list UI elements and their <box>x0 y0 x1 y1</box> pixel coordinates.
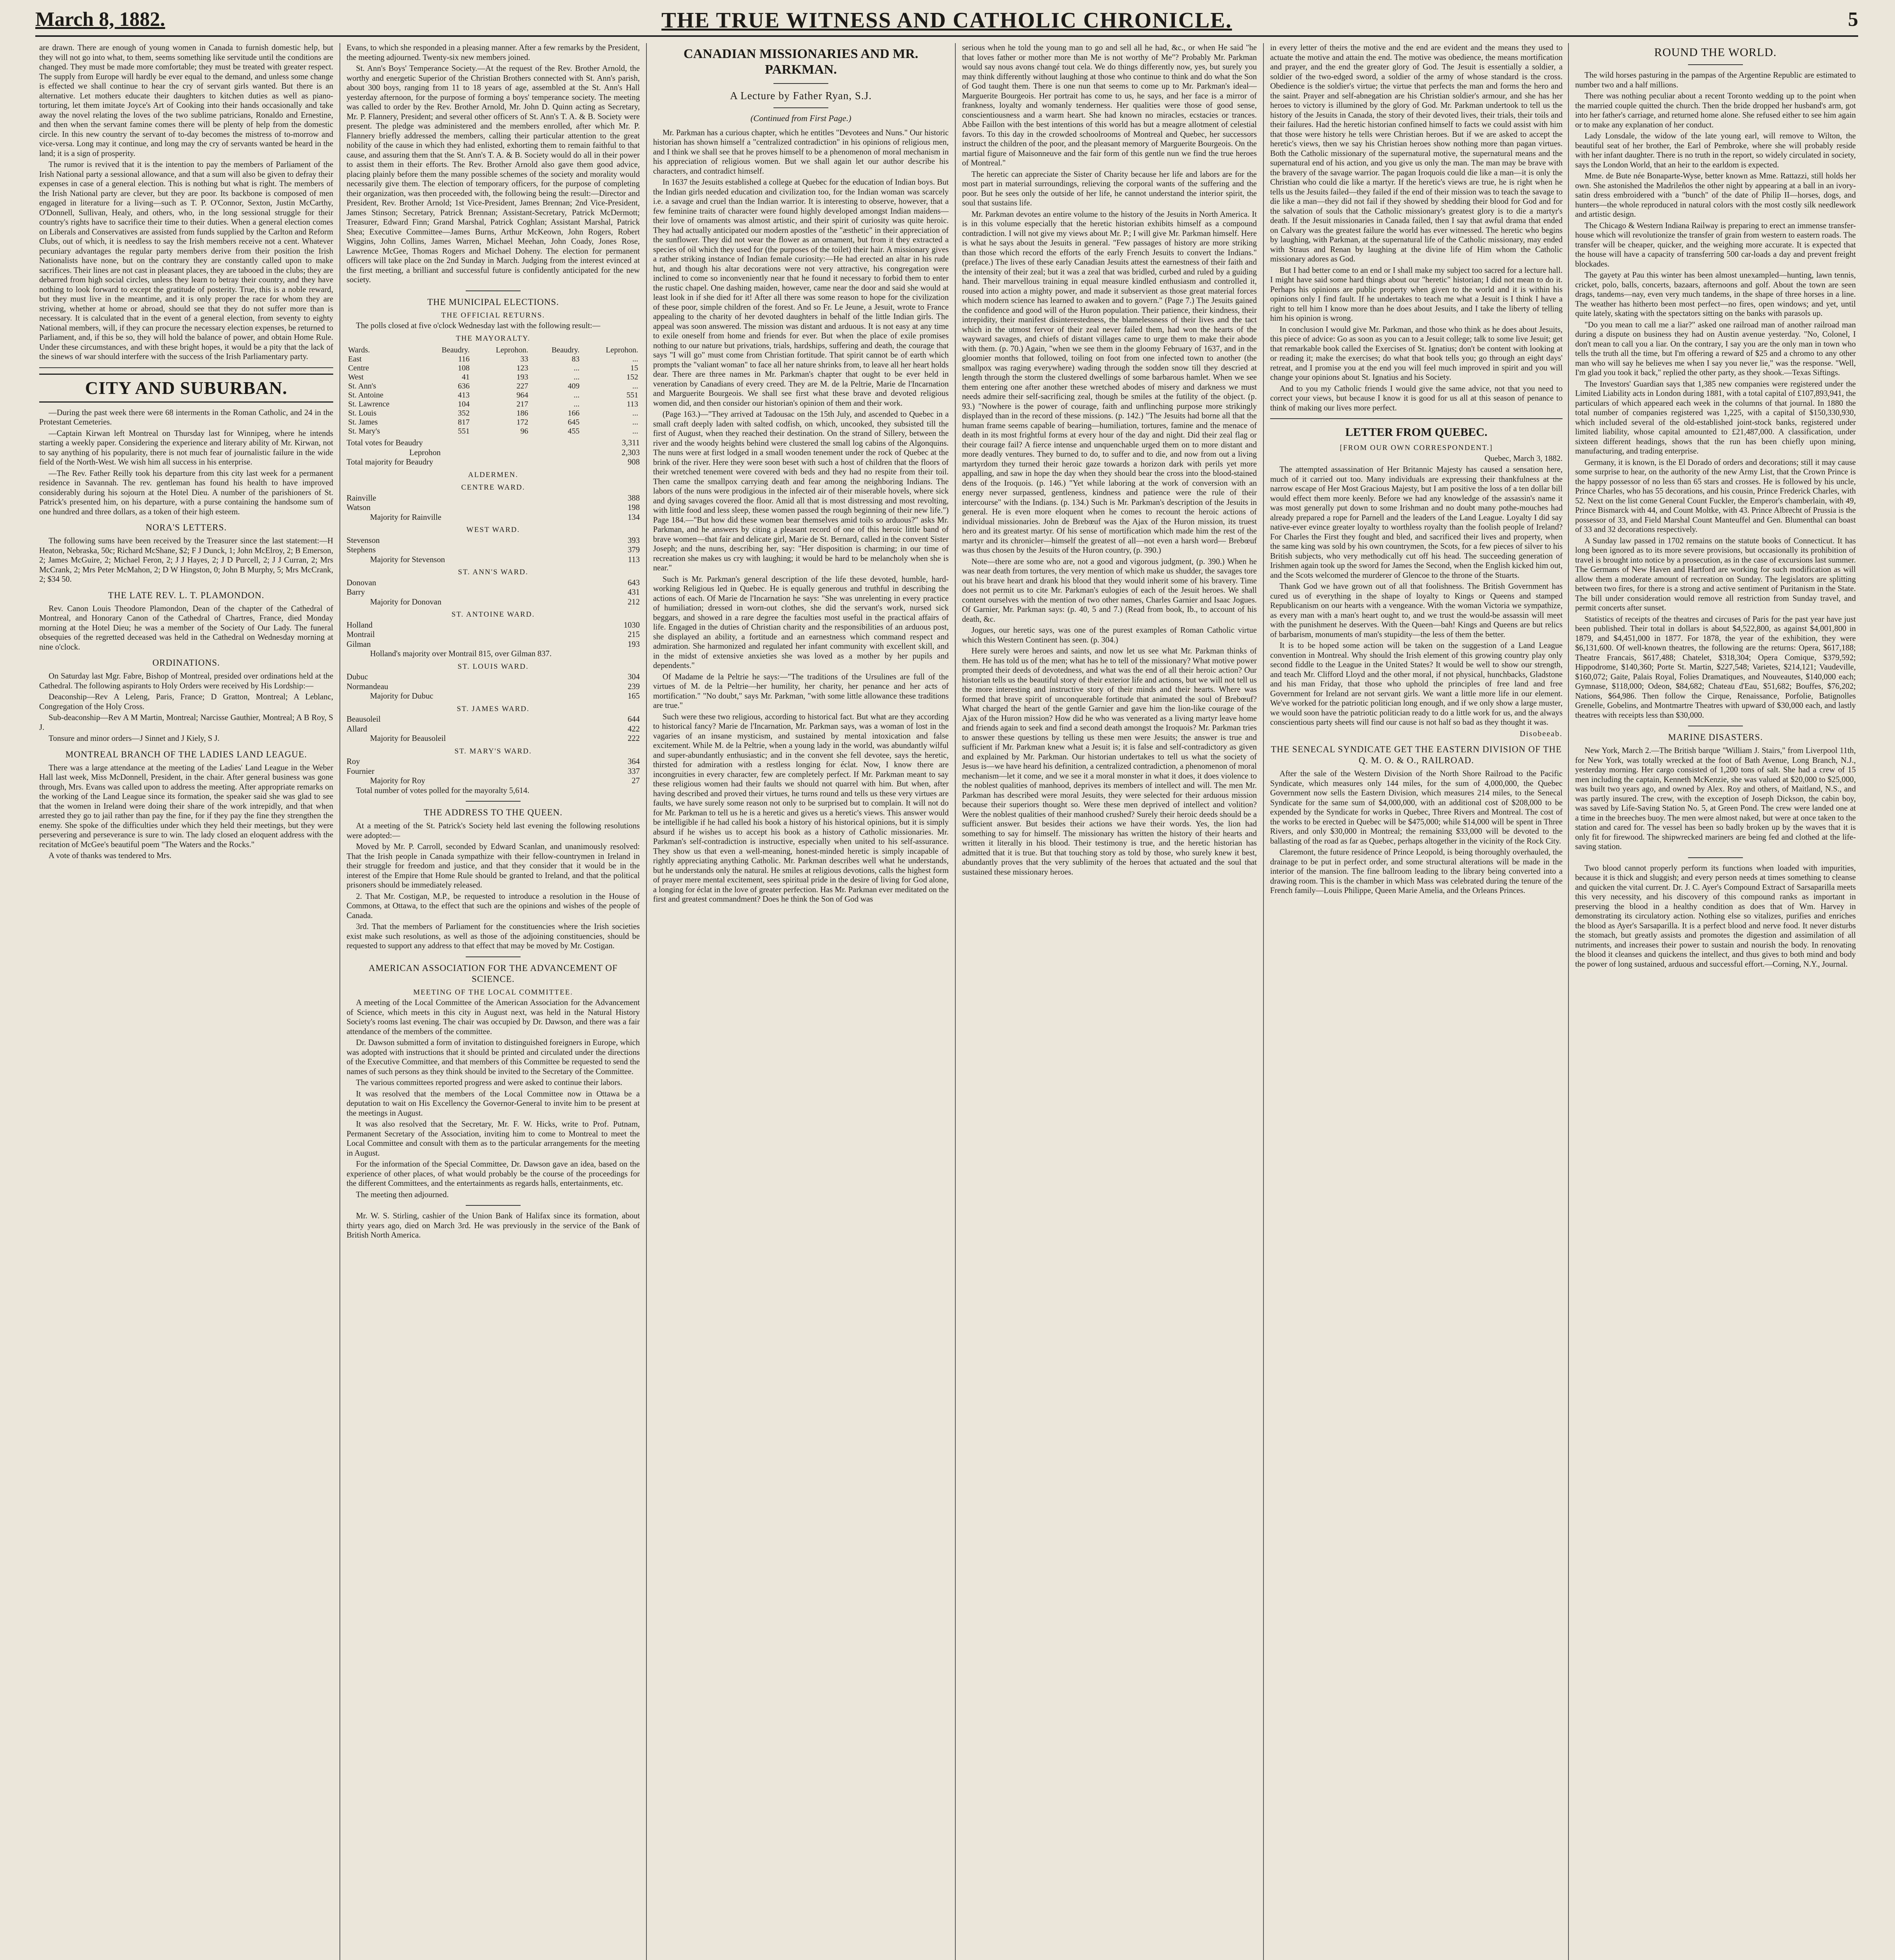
divider <box>39 367 333 368</box>
majority-line <box>347 649 640 659</box>
candidate-result <box>347 494 640 503</box>
article-paragraph: (Page 163.)—"They arrived at Tadousac on the 15th July, and ascended to Quebec in a small craft deeply laden with salted codfish, on which, uncooked, they subsisted till the first of August, when they reached their destination. On the strand of Sillery, between the river and the woody heights behind were clustered the small log cabins of the Algonquins. The nuns were at first lodged in a small wooden tenement under the rock of Quebec at the brink of the river. Here they were soon beset with such a host of children that the floors of their wretched tenement were covered with beds and they had no respite from their toil. Then came the smallpox carrying death and fear among the neighboring Indians. The labors of the nuns were prodigious in the infected air of their miserable hovels, where sick and dying savages covered the floor. Amid all that is most distressing and most revolting, with little food and less sleep, these women passed the rough beginning of their new life.") Page 184.—"But how did these women bear themselves amid toils so arduous?" asks Mr. Parkman, and he answers by citing a pleasant record of one of this heroic little band of brave women—that fair and delicate girl, Marie de St. Bernard, called in the convent Sister Joseph; and the nuns, describing her, say: "Her disposition is charming; in our time of recreation she makes us cry with laughing; it would be hard to be melancholy when she is near." <box>653 410 949 572</box>
news-item: —During the past week there were 68 interments in the Roman Catholic, and 24 in the Protestant Cemeteries. <box>39 408 333 426</box>
newspaper-title: THE TRUE WITNESS AND CATHOLIC CHRONICLE. <box>661 8 1232 33</box>
table-row <box>347 409 640 418</box>
subheading: MEETING OF THE LOCAL COMMITTEE. <box>413 988 573 996</box>
article-paragraph: 3rd. That the members of Parliament for the constituencies where the Irish societies exist make such resolutions, as well as those of the adjoining constituencies, should be requested to support any address to that effect that may be moved by Mr. Costigan. <box>347 922 640 950</box>
news-item: A Sunday law passed in 1702 remains on the statute books of Connecticut. It has long been ignored as to its more severe provisions, but occasionally its prohibition of travel is brought into notice by a prosecution, as in the case of excursions last summer. The Germans of New Haven and Hartford are working for such modification as will allow them a moderate amount of recreation on Sunday. The legislators are splitting between two fires, for there is a strong and active sentiment of Puritanism in the State. The bill under consideration would remove all restriction from Sunday travel, and permit concerts after sunset. <box>1575 536 1856 612</box>
table-row <box>347 427 640 436</box>
majority-label: Majority for Beausoleil <box>370 734 446 743</box>
table-cell: St. Ann's <box>348 382 376 390</box>
table-cell: 352 <box>457 409 470 417</box>
candidate-votes: 431 <box>628 588 640 597</box>
article-paragraph: Moved by Mr. P. Carroll, seconded by Edward Scanlan, and unanimously resolved: That the Irish people in Canada sympathize with their fellow-countrymen in Ireland in their struggle for freedom and justice, and that they consider that it would be in the interest of the Empire that Home Rule should be granted to Ireland, and that the political prisoners should be immediately released. <box>347 842 640 889</box>
column-rule <box>1263 43 1264 1960</box>
ward-heading: ST. ANN'S WARD. <box>458 568 528 576</box>
candidate-result <box>347 578 640 588</box>
ward-heading: CENTRE WARD. <box>461 483 525 492</box>
table-cell: 551 <box>626 391 638 399</box>
table-cell: 116 <box>458 355 470 363</box>
table-cell: Centre <box>348 364 369 372</box>
majority-line <box>347 734 640 744</box>
ward-heading: WEST WARD. <box>466 526 520 534</box>
majority-line <box>347 555 640 565</box>
candidate-result <box>347 588 640 597</box>
majority-label: Holland's majority over Montrail 815, over Gilman 837. <box>370 650 552 658</box>
divider <box>466 1205 521 1206</box>
mayoralty-table <box>347 346 640 436</box>
section-heading: CITY AND SUBURBAN. <box>39 374 333 403</box>
article-paragraph: Here surely were heroes and saints, and now let us see what Mr. Parkman thinks of them. He has told us of the men; what has he to tell of the missionary? What motive power prompted their deeds of devotedness, and what was the end of all their heroic action? Our historian tells us the beautiful story of their exterior life and actions, but we will not tell us the more interesting and instructive story of their minds and their hearts. Where was formed that brave spirit of unconquerable fortitude that animated the soul of Brebœuf? What charged the heart of the gentle Garnier and gave him the lion-like courage of the Ajax of the Huron mission? How did he who was venerated as a living martyr leave home and friends again to seek and find a second death amongst the Iroquois? Mr. Parkman tries to answer these questions by telling us these men were Jesuits; the answer is true and sufficient if Mr. Parkman knew what a Jesuit is; it is false and self-contradictory as given and explained by Mr. Parkman. Our historian undertakes to tell us what the society of Jesus is—we have heard his definition, a centralized contradiction, a phenomenon of moral mechanism—let it come, and we see it a moral monster in what it does, it does violence to the noblest qualities of manhood, deprives its members of intellect and will. The men Mr. Parkman has described were moral Jesuits, they were selected for their arduous mission because their superiors thought so. Were these men deprived of intellect and volition? Were the noblest qualities of their manhood crushed? Surely their heroic deeds should be a sufficient answer. But besides their actions we have their words. Yes, the lion had something to say for himself. The missionary has written the history of their hearts and written it literally in his blood. Their testimony is true, and the heretic historian has admitted that it is true. But that touching story as told by those, who surely knew it best, abundantly proves that the very sublimity of the heroes that actuated and the soul that sustained these missionary heroes. <box>962 647 1257 877</box>
result-line: Leprohon 2,303 <box>409 448 640 457</box>
subsection-heading: THE SENECAL SYNDICATE GET THE EASTERN DIVISION OF THE Q. M. O. & O., RAILROAD. <box>1271 744 1562 765</box>
subsection-heading: THE LATE REV. L. T. PLAMONDON. <box>108 590 265 600</box>
candidate-votes: 193 <box>628 640 640 649</box>
table-cell: 41 <box>461 373 470 381</box>
candidate-name: Stevenson <box>347 536 380 545</box>
candidate-result <box>347 621 640 630</box>
issue-date: March 8, 1882. <box>35 8 165 31</box>
article-paragraph: Dr. Dawson submitted a form of invitation to distinguished foreigners in Europe, which was adopted with instructions that it should be printed and circulated under the directions of the Executive Committee, and that members of this Committee be requested to send the names of such persons as they think should be invited to the Secretary of the Committee. <box>347 1038 640 1076</box>
news-item: The Chicago & Western Indiana Railway is preparing to erect an immense transfer-house which will revolutionize the transfer of grain from western to eastern roads. The transfer will be cheaper, quicker, and the weighing more accurate. It is expected that the house will have a capacity of transferring 500 car-loads a day and prevent freight blockades. <box>1575 221 1856 269</box>
subsection-heading: MONTREAL BRANCH OF THE LADIES LAND LEAGUE. <box>65 749 307 759</box>
table-header-cell: Wards. <box>348 346 370 354</box>
candidate-votes: 644 <box>628 715 640 724</box>
table-cell: ... <box>632 355 638 363</box>
table-cell: West <box>348 373 364 381</box>
table-cell: 193 <box>516 373 528 381</box>
table-cell: ... <box>632 409 638 417</box>
news-item: —Captain Kirwan left Montreal on Thursday last for Winnipeg, where he intends starting a weekly paper. Considering the experience and literary ability of Mr. Kirwan, not to say anything of his popularity, there is not much fear of journalistic failure in the wide field of the North-West. We wish him all success in his enterprise. <box>39 429 333 466</box>
table-row <box>347 418 640 427</box>
table-cell: 152 <box>626 373 638 381</box>
table-cell: 551 <box>457 427 470 436</box>
article-paragraph: But I had better come to an end or I shall make my subject too sacred for a lecture hall. I might have said some hard things about our "heretic" historian; I did not mean to do it. Perhaps his opinions are public property when given to the world and it is within his opinions only I find fault. If he undertakes to teach me what a Jesuit is I think I have a right to tell him I know more than he does about Jesuits, and I take the liberty of telling him his opinion is wrong. <box>1270 266 1563 323</box>
majority-line <box>347 597 640 607</box>
table-cell: St. Louis <box>348 409 377 417</box>
news-item: Germany, it is known, is the El Dorado of orders and decorations; still it may cause some surprise to hear, on the authority of the new Army List, that the Crown Prince is the happy possessor of no less than 65 stars and crosses. He is followed by his uncle, Prince Charles, who has 55 decorations, and his cousin, Prince Frederick Charles, with 52. Next on the list come General Count Fuckler, the Emperor's chamberlain, with 49, Prince Bismarck with 44, and Count Moltke, with 43. Prince Albrecht of Prussia is the possessor of 33, and Field Marshal Count Manteuffel and Gen. Blumenthal can boast of 33 and 32 decorations respectively. <box>1575 458 1856 534</box>
news-item: The gayety at Pau this winter has been almost unexampled—hunting, lawn tennis, cricket, polo, balls, concerts, bazaars, afternoons and golf. About the town are seen drags, tandems—nay, even very much tandems, in the shape of three horses in a line. The weather has hitherto been most perfect—no fires, open windows; and yet, until quite lately, skating with the spectators sitting on the banks with parasols up. <box>1575 271 1856 318</box>
candidate-result <box>347 767 640 777</box>
article-paragraph: There was a large attendance at the meeting of the Ladies' Land League in the Weber Hall last week, Miss McDonnell, President, in the chair. After general business was gone through, Mrs. Evans was called upon to address the meeting. After appropriate remarks on the working of the Land League since its formation, the speaker said she was glad to see that the women in Ireland were doing their share of the work intrepidly, and that when arrested they go to jail rather than pay the fine, for if they pay the fine they strengthen the enemy. She spoke of the difficulties under which they held their meetings, but they were persevering and perseverance is sure to win. The lady closed an eloquent address with the recitation of McGee's beautiful poem "The Waters and the Rocks." <box>39 763 333 849</box>
subsection-heading: THE ADDRESS TO THE QUEEN. <box>423 808 563 817</box>
candidate-votes: 393 <box>628 536 640 545</box>
article-paragraph: Tonsure and minor orders—J Sinnet and J Kiely, S J. <box>49 734 220 743</box>
subheadline: A Lecture by Father Ryan, S.J. <box>730 90 872 102</box>
table-cell: ... <box>574 364 580 372</box>
article-paragraph: The meeting then adjourned. <box>356 1190 449 1199</box>
majority-value: 113 <box>628 555 640 564</box>
article-paragraph: On Saturday last Mgr. Fabre, Bishop of Montreal, presided over ordinations held at the Cathedral. The following aspirants to Holy Orders were received by His Lordship:— <box>39 672 333 690</box>
subsection-heading: THE MUNICIPAL ELECTIONS. <box>427 297 559 307</box>
table-cell: 413 <box>457 391 470 399</box>
section-heading: LETTER FROM QUEBEC. <box>1345 426 1488 439</box>
subheading: [FROM OUR OWN CORRESPONDENT.] <box>1340 444 1493 452</box>
table-cell: 96 <box>520 427 528 436</box>
candidate-votes: 388 <box>628 494 640 503</box>
aldermen-results <box>347 483 640 786</box>
article-paragraph: And to you my Catholic friends I would give the same advice, not that you need to correct your views, but because I know it is good for us all at this season of penance to think of making our lives more perfect. <box>1270 384 1563 412</box>
majority-value: 222 <box>628 734 640 743</box>
table-cell: 964 <box>516 391 528 399</box>
article-paragraph: Claremont, the future residence of Prince Leopold, is being thoroughly overhauled, the drainage to be put in perfect order, and some structural alterations will be made in the interior of the mansion. The fine ballroom leading to the library being converted into a drawing room. This is the chamber in which Mass was celebrated during the tenure of the French family—Louis Philippe, Queen Marie Amelia, and the Orleans Princes. <box>1270 848 1563 895</box>
candidate-votes: 422 <box>628 724 640 733</box>
table-cell: St. James <box>348 418 378 426</box>
table-cell: 15 <box>630 364 638 372</box>
news-item: Lady Lonsdale, the widow of the late young earl, will remove to Wilton, the beautiful seat of her brother, the Earl of Pembroke, where she will probably reside with her infant daughter. There is no truth in the report, so widely circulated in society, says the London World, that an heir to the earldom is expected. <box>1575 132 1856 169</box>
majority-line <box>347 776 640 786</box>
table-cell: 817 <box>457 418 470 426</box>
table-row <box>347 364 640 373</box>
divider <box>1688 64 1743 65</box>
news-item: New York, March 2.—The British barque "William J. Stairs," from Liverpool 11th, for New York, was totally wrecked at the foot of Bath Avenue, Long Branch, N.J., yesterday morning. Her cargo consisted of 1,200 tons of salt. She had a crew of 15 men including the captain, Kenneth McKenzie, she was valued at $20,000 to $25,000, was built two years ago, and owned by Alex. Roy and others, of Maitland, N.S., and was partly insured. The crew, with the exception of Joseph Dickson, the cabin boy, was saved by Life-Saving Station No. 5, at Green Pond. The crew were landed one at a time in the breeches buoy. The men were almost naked, but were at once taken to the station and cared for. The vessel has been so badly broken up by the waves that it is only fit for firewood. The shipwrecked mariners are being fed and clothed at the life-saving station. <box>1575 746 1856 851</box>
divider <box>1688 857 1743 858</box>
article-paragraph: Deaconship—Rev A Leleng, Paris, France; D Gratton, Montreal; A Leblanc, Congregation of the Holy Cross. <box>39 693 333 711</box>
candidate-name: Stephens <box>347 546 376 554</box>
table-row <box>347 373 640 382</box>
candidate-name: Holland <box>347 621 373 630</box>
candidate-name: Gilman <box>347 640 371 649</box>
majority-label: Majority for Rainville <box>370 513 441 522</box>
ward-heading: ST. ANTOINE WARD. <box>451 610 535 619</box>
candidate-name: Beausoleil <box>347 715 381 724</box>
column-rule <box>1568 43 1569 1960</box>
candidate-votes: 304 <box>628 673 640 681</box>
table-row <box>347 355 640 364</box>
candidate-name: Allard <box>347 724 367 733</box>
table-cell: 227 <box>516 382 528 390</box>
table-cell: 113 <box>626 400 638 408</box>
candidate-result <box>347 630 640 640</box>
masthead <box>35 8 1858 37</box>
table-cell: ... <box>632 382 638 390</box>
article-paragraph: In conclusion I would give Mr. Parkman, and those who think as he does about Jesuits, this piece of advice: Go as soon as you can to a Jesuit college; talk to some live Jesuit; get that remarkable book called the Exercises of St. Ignatius; don't be content with looking at or reading it; make the exercises; do what that book tells you; go through an eight days' retreat, and I promise you at the end you will feel much improved in spirit and you will change your opinions about St. Ignatius and his Society. <box>1270 325 1563 382</box>
candidate-votes: 1030 <box>623 621 640 630</box>
table-header-cell: Beaudry. <box>551 346 580 354</box>
column-1 <box>39 43 333 1960</box>
table-cell: 186 <box>516 409 528 417</box>
majority-label: Majority for Donovan <box>370 597 441 606</box>
table-row <box>347 400 640 409</box>
article-paragraph: The rumor is revived that it is the intention to pay the members of Parliament of the Irish National party a sessional allowance, and that a sum will also be given to defray their expenses in case of a general election. This is nothing but what is right. The members of the Irish National party are clever, but they are poor. Its backbone is composed of men engaged in literature for a living—such as T. P. O'Connor, Sexton, Justin McCarthy, O'Donnell, Sullivan, Healy, and others, who, in the long sessional struggle for their country's rights have to sacrifice their time to their duties. When a general election comes on Liberals and Conservatives are assisted from funds supplied by the Carlton and Reform Clubs, out of which, it is needless to say the Irish members receive not a cent. Whatever pecuniary advantages the regular party members derive from their position the Irish Nationalists have none, but on the contrary they are constantly called upon to make sacrifices. Their lines are not cast in pleasant places, they are tabooed in the clubs; they are debarred from high social circles, unless they learn to betray their country, and they have nothing to look forward to except the gratitude of posterity. True, this is a noble reward, but they must live in the meantime, and it is only proper the race for whom they are striving, whether at home or abroad, should see that they do not suffer more than is necessary. It is calculated that in the event of a general election, from seventy to eighty National members, will, if they can procure the necessary election expenses, be returned to Parliament, and, if this be so, they will hold the balance of power, and obtain Home Rule. Under these circumstances, and with these bright hopes, it would be a pity that the lack of the sinews of war should interfere with the success of the Irish Parliamentary party. <box>39 160 333 361</box>
majority-label: Majority for Roy <box>370 777 425 785</box>
majority-value: 165 <box>628 692 640 701</box>
table-header-cell: Beaudry. <box>441 346 470 354</box>
continuation-note: (Continued from First Page.) <box>750 113 851 123</box>
table-row <box>347 382 640 391</box>
article-paragraph: A vote of thanks was tendered to Mrs. <box>49 851 172 860</box>
article-paragraph: Total number of votes polled for the mayoralty 5,614. <box>356 786 530 795</box>
majority-value: 134 <box>628 513 640 522</box>
candidate-name: Barry <box>347 588 365 597</box>
article-paragraph: are drawn. There are enough of young women in Canada to furnish domestic help, but they will not go into what, to them, seems something like servitude until the conditions are changed. They must be made more comfortable; they must be treated with greater respect. The supply from Europe will hardly be ever equal to the demand, and unless some change is effected we shall continue to hear the cry of servant girls wanted. But there is an alternative. Let mothers educate their daughters to kitchen duties as well as piano-torturing, let them imitate Joyce's Art of Cooking into their hands occasionally and take away the novel relating the loves of the two sublime patricians, Ronaldo and Ernestine, and then when the servant famine comes there will be plenty of help from the domestic circle. In this new country the servant of to-day becomes the mistress of to-morrow and vice-versa. Long may it continue, and long may the cry of servants wanted be heard in the land; it is a sign of prosperity. <box>39 44 333 158</box>
column-rule <box>955 43 956 1960</box>
result-line: Total votes for Beaudry 3,311 <box>347 439 640 447</box>
candidate-votes: 643 <box>628 578 640 587</box>
candidate-result <box>347 536 640 546</box>
ward-heading: ST. JAMES WARD. <box>457 704 530 713</box>
article-paragraph: St. Ann's Boys' Temperance Society.—At the request of the Rev. Brother Arnold, the worthy and energetic Superior of the Christian Brothers connected with St. Ann's parish, about 300 boys, ranging from 11 to 18 years of age, assembled at the St. Ann's Hall yesterday afternoon, for the purpose of forming a boys' temperance society. The meeting was called to order by the Rev. Brother Arnold, Mr. John D. Quinn acting as Secretary, Mr. P. Flannery, President; and several other officers of St. Ann's T. A. & B. Society were present. The pledge was administered and the members enrolled, after which Mr. P. Flannery briefly addressed the members, calling their particular attention to the great nobility of the cause in which they had enlisted, exhorting them to remain faithful to that cause, and assuring them that the St. Ann's T. A. & B. Society would do all in their power to assist them in their efforts. The Rev. Brother Arnold also gave them good advice, placing plainly before them the many possible schemes of the society and morality would necessarily give them. The election of temporary officers, for the purpose of completing their organization, was then proceeded with, the following being the result:—Director and President, Rev. Brother Arnold; 1st Vice-President, James Brennan; 2nd Vice-President, James Stinson; Secretary, Patrick Brennan; Assistant-Secretary, Patrick McDermott; Treasurer, Edward Finn; Grand Marshal, Patrick Coghlan; Assistant Marshal, Patrick Shea; Executive Committee—James Burns, Arthur McKeown, John Rogers, Robert Wiggins, John Collins, James Warren, Michael Meehan, John Coady, Jones Rose, Lawrence McGee, Thomas Rogers and Michael Doheny. The election for permanent officers will take place on the 2nd Sunday in March. Judging from the interest evinced at the first meeting, a brilliant and successful future is confidently anticipated for the new society. <box>347 64 640 284</box>
candidate-name: Roy <box>347 757 360 766</box>
table-cell: 409 <box>568 382 580 390</box>
news-item: There was nothing peculiar about a recent Toronto wedding up to the point when the married couple quitted the church. Then the bride dropped her husband's arm, got into her father's carriage, and returned home alone. She refused either to see him again or to make any explanation of her conduct. <box>1575 92 1856 129</box>
candidate-name: Normandeau <box>347 682 388 691</box>
candidate-name: Donovan <box>347 578 376 587</box>
article-paragraph: It was also resolved that the Secretary, Mr. F. W. Hicks, write to Prof. Putnam, Permanent Secretary of the Association, inviting him to come to Montreal to meet the Local Committee and consult with them as to the particular arrangements for the meeting in August. <box>347 1120 640 1158</box>
article-paragraph: in every letter of theirs the motive and the end are evident and the means they used to actuate the motive and attain the end. The motive was obedience, the means mortification and prayer, and the end the greater glory of God. The Jesuit is essentially a soldier, a soldier of the two-edged sword, a soldier of the army of whose standard is the cross. Obedience is the soldier's virtue; the virtue that perfects the man and forms the hero and the saint. Prayer and self-abnegation are his Christian soldier's armour, and she has her heroes to victory is illumined by the glory of God. Mr. Parkman undertook to tell us the history of the Jesuits in Canada, the story of their devoted lives, their trials, their toils and their failures. Had the heretic historian confined himself to facts we could assist with him that those were history he tells were Christian heroes. But if we are asked to accept the heretic's views, then we say his Christian heroes show nothing more than pagan virtues. Both the Catholic missionary of the supernatural motive, the supernatural means and the supernatural end of his action, and you give us only the man. The man may be brave with the bravery of the savage warrior. The pagan Iroquois could die like a man—it is only the Christian who could die like a martyr. If the heretic's views are true, he is right when he tells us the Jesuits failed—they failed if the end of their mission was to teach the savage to die like a man—they did not fail if they showed by shedding their blood for God and for the salvation of souls that the Catholic missionary's greatest glory is to die a martyr's death. If the Jesuit missionaries in Canada failed, then I say that awful drama that ended on Calvary was the greatest failure the world has ever witnessed. The heretic who begins by laughing, with Parkman, at the supernatural life of the Catholic missionary, may ended with Straus and Renan by laughing at the divine life of Him whom the Catholic missionary adores as God. <box>1270 44 1563 263</box>
lecture-headline <box>653 46 949 123</box>
table-header-row <box>347 346 640 355</box>
table-cell: East <box>348 355 362 363</box>
table-cell: 123 <box>516 364 528 372</box>
subsection-heading: NORA'S LETTERS. <box>145 523 227 532</box>
candidate-name: Dubuc <box>347 673 368 681</box>
ward-heading: ST. MARY'S WARD. <box>454 747 532 755</box>
table-cell: 172 <box>516 418 528 426</box>
column-3 <box>653 43 949 1960</box>
article-paragraph: A meeting of the Local Committee of the American Association for the Advancement of Science, which meets in this city in August next, was held in the Natural History Society's rooms last evening. The chair was occupied by Dr. Dawson, and there was a fair attendance of the members of the committee. <box>347 998 640 1036</box>
candidate-name: Rainville <box>347 494 376 503</box>
table-cell: St. Mary's <box>348 427 380 436</box>
ward-heading: ST. LOUIS WARD. <box>457 662 529 671</box>
divider <box>466 956 521 957</box>
article-paragraph: 2. That Mr. Costigan, M.P., be requested to introduce a resolution in the House of Commons, at Ottawa, to the effect that such are the opinions and wishes of the people of Canada. <box>347 892 640 920</box>
news-item: —The Rev. Father Reilly took his departure from this city last week for a permanent residence in Savannah. The rev. gentleman has found his health to have improved considerably during his sojourn at the Hotel Dieu. A number of the parishioners of St. Patrick's presented him, on his departure, with a purse containing the handsome sum of one hundred and three dollars, as a token of their high esteem. <box>39 469 333 516</box>
news-item: "Do you mean to call me a liar?" asked one railroad man of another railroad man during a dispute on business they had on Austin avenue yesterday. "No, Colonel, I don't mean to call you a liar. On the contrary, I say you are the only man in town who tells the truth all the time, but I'm offering a reward of $25 and a chromo to any other man who will say he believes me when I say you never lie," was the response. "Well, I'm glad you took it back," replied the other party, as they shook.—Texas Siftings. <box>1575 320 1856 377</box>
candidate-result <box>347 757 640 767</box>
candidate-votes: 215 <box>628 630 640 639</box>
table-cell: 83 <box>572 355 580 363</box>
divider <box>773 83 828 84</box>
table-cell: ... <box>632 418 638 426</box>
candidate-votes: 239 <box>628 682 640 691</box>
majority-label: Majority for Stevenson <box>370 555 445 564</box>
article-paragraph: The attempted assassination of Her Britannic Majesty has caused a sensation here, much of it carried out too. Many individuals are expressing their thankfulness at the narrow escape of Her Most Gracious Majesty, but I am positive the loss of a ten dollar bill would effect them more keenly. Before we had any knowledge of the assassin's name it was most generally put down to some Irishman and no doubt many pothe-mouches had already prepared a rope for Parnell and the leaders of the Land League. Loyalty I did say native-ever evince greater loyalty to worthless royalty than the foolish people of Ireland? For Charles the First they fought and bled, and sacrificed their lives and property, when the same king was sold by his own countrymen, the Scots, for a few pieces of silver to his British subjects, who very methodically cut off his head. The succeeding generation of Irishmen again took up the sword for James the Second, when the English kicked him out, and the Scots welcomed the murderer of Glencoe to the throne of the Stuarts. <box>1270 465 1563 580</box>
subsection-heading: ORDINATIONS. <box>152 658 220 668</box>
candidate-votes: 337 <box>628 767 640 776</box>
article-paragraph: Such were these two religious, according to historical fact. But what are they according to historical fancy? Marie de l'Incarnation, Mr. Parkman says, was a woman of lost in the vagaries of an insane mysticism, and sustained by mental intoxication and false excitement. While M. de la Peltrie, when a young lady in the world, was abundantly wilful and super-abundantly enthusiastic; and in the convent she fell devotee, says the heretic, thirsted for admiration with a restless longing for éclat. Now, I know there are incongruities in every character, few are completely perfect. If Mr. Parkman meant to say these religious women had their faults we should not quarrel with him. But when, after having described and proved their virtues, he turns round and tells us these very virtues are faults, we have surely some reason not only to be surprised but to complain. It will not do for Mr. Parkman to tell us he is a heretic and gives us a heretic's views. This answer would be intelligible if he had called his book a history of his historical opinions, but it is simply absurd if he wishes us to accept his book as a history of Catholic missionaries. Mr. Parkman's self-contradiction is instructive, especially when united to his self-assurance. They show us that even a well-meaning, honest-minded heretic is simply incapable of rightly appreciating anything Catholic. Mr. Parkman describes well what he understands, but he understands only the natural. He smiles at religious devotions, calls the highest form of prayer mere mental excitement, sees spiritual pride in the desire of living for God alone, a longing for éclat in the love of greater perfection. Has Mr. Parkman ever meditated on the first and greatest commandment? Does he think the Son of God was <box>653 712 949 904</box>
article-paragraph: It was resolved that the members of the Local Committee now in Ottawa be a deputation to wait on His Excellency the Governor-General to invite him to be present at the meetings in August. <box>347 1089 640 1118</box>
article-paragraph: Sub-deaconship—Rev A M Martin, Montreal; Narcisse Gauthier, Montreal; A B Roy, S J. <box>39 713 333 732</box>
candidate-result <box>347 724 640 734</box>
article-paragraph: Evans, to which she responded in a pleasing manner. After a few remarks by the President, the meeting adjourned. Twenty-six new members joined. <box>347 44 640 62</box>
majority-line <box>347 691 640 701</box>
article-paragraph: At a meeting of the St. Patrick's Society held last evening the following resolutions were adopted:— <box>347 822 640 840</box>
article-paragraph: The following sums have been received by the Treasurer since the last statement:—H Heaton, Nebraska, 50c; Richard McShane, $2; F J Dunck, 1; John McElroy, 2; B Emerson, 2; James McGuire, 2; Michael Feron, 2; J J Hayes, 2; J D Purcell, 2; J J Curran, 2; Mrs McCrank, 2; Mrs Peter McMahon, 2; D W Hingston, 0; John B Murphy, 5; Mrs McCrank, 2; $34 50. <box>39 537 333 584</box>
divider <box>466 801 521 802</box>
candidate-result <box>347 545 640 555</box>
candidate-name: Montrail <box>347 630 375 639</box>
table-cell: St. Lawrence <box>348 400 390 408</box>
article-paragraph: Jogues, our heretic says, was one of the purest examples of Roman Catholic virtue which this Western Continent has seen. (p. 304.) <box>962 626 1257 644</box>
news-item: Statistics of receipts of the theatres and circuses of Paris for the past year have just been published. Their total in dollars is about $4,522,800, as against $4,001,800 in 1879, and $4,451,000 in 1877. For 1878, the year of the exhibition, they were $6,131,600. Of well-known theatres, the following are the returns: Opera, $617,188; Theatre Francais, $617,488; Chatelet, $318,304; Opera Comique, $379,592; Hippodrome, $140,360; Porte St. Martin, $227,548; Varietes, $214,121; Vaudeville, $160,072; Gaite, Palais Royal, Folies Dramatiques, and Nouveautes, $140,000 each; Gymnase, $118,000; Odeon, $84,682; Chateau d'Eau, $51,682; Bouffes, $76,202; Nations, $64,986. Then follow the Cirque, Renaissance, Porfolie, Batignolles Grenelle, Gobelins, and Montmartre Theatres with upward of $30,000 each, and lastly theatres with receipts less than $30,000. <box>1575 615 1856 720</box>
article-paragraph: Rev. Canon Louis Theodore Plamondon, Dean of the chapter of the Cathedral of Montreal, and Honorary Canon of the Cathedral of Chartres, France, died Monday morning at the Hotel Dieu; he was a member of the Society of Our Lady. The funeral obsequies of the regretted deceased was held in the Cathedral on Wednesday morning at nine o'clock. <box>39 604 333 652</box>
table-header-cell: Leprohon. <box>496 346 528 354</box>
candidate-votes: 198 <box>628 503 640 512</box>
candidate-result <box>347 503 640 513</box>
subsection-heading: MARINE DISASTERS. <box>1668 732 1763 742</box>
table-heading: ALDERMEN. <box>468 470 519 479</box>
table-cell: 455 <box>568 427 580 436</box>
article-paragraph: Mr. Parkman has a curious chapter, which he entitles "Devotees and Nuns." Our historic historian has shown himself a "centralized contradiction" in his opinions of religious men, and I think we shall see that he proves himself to be a phenomenon of moral mechanism in his appreciation of religious women. But we shall again let our author describe his characters, and contradict himself. <box>653 128 949 176</box>
column-rule <box>339 43 340 1960</box>
table-cell: St. Antoine <box>348 391 384 399</box>
table-cell: 166 <box>568 409 580 417</box>
table-cell: ... <box>574 400 580 408</box>
subsection-heading: AMERICAN ASSOCIATION FOR THE ADVANCEMENT OF SCIENCE. <box>368 963 618 984</box>
table-cell: ... <box>574 391 580 399</box>
candidate-votes: 364 <box>628 757 640 766</box>
candidate-votes: 379 <box>628 546 640 554</box>
page-number: 5 <box>1848 8 1858 31</box>
table-cell: 104 <box>457 400 470 408</box>
article-paragraph: Of Madame de la Peltrie he says:—"The traditions of the Ursulines are full of the virtues of M. de la Peltrie—her humility, her charity, her penance and her acts of mortification." "No doubt," says Mr. Parkman, "with some little allowance these traditions are true." <box>653 672 949 710</box>
article-paragraph: It is to be hoped some action will be taken on the suggestion of a Land League convention in Montreal. Why should the Irish element of this growing country play only second fiddle to the League in the United States? It would be well to show our strength, and teach Mr. Clifford Lloyd and the other moral, if not physical, hunchbacks, Gladstone and his man Friday, that those who uphold the principles of free land and free Government for Ireland are not servant girls. We want a little more life in our element. We've worked for the patriotic politician long enough, and if we only show a large muster, we would soon have the patriotic politician ready to do a little work for us, and the always conscientious party sheets will find our cause is not half so bad as they thought it was. <box>1270 641 1563 727</box>
table-cell: 636 <box>457 382 470 390</box>
divider <box>1270 418 1563 419</box>
article-paragraph: Mr. W. S. Stirling, cashier of the Union Bank of Halifax since its formation, about thirty years ago, died on March 3rd. He was previously in the service of the Bank of British North America. <box>347 1212 640 1240</box>
majority-line <box>347 513 640 523</box>
advertisement: Two blood cannot properly perform its functions when loaded with impurities, because it is thick and sluggish; and every person needs at times something to cleanse and quicken the vital current. Dr. J. C. Ayer's Compound Extract of Sarsaparilla meets this very necessity, and his discovery of this compound ranks as important in preserving the blood in a healthy condition as does that of Wm. Harvey in demonstrating its circulatory action. Nothing else so vitalizes, purifies and enriches the blood as Ayer's Sarsaparilla. It is a perfect blood and nerve food. It never disturbs the stomach, but greatly assists and promotes the digestion and assimilation of all nutriments, and increases their power to sustain and nourish the body. In renovating the blood it cleanses and quickens the intellect, and thus gives to both mind and body the power of long sustained, arduous and successful effort.—Corning, N.Y., Journal. <box>1575 864 1856 969</box>
article-paragraph: For the information of the Special Committee, Dr. Dawson gave an idea, based on the experience of other places, of what would probably be the course of the proceedings for the different Committees, and the entertainments as regards halls, entertainments, etc. <box>347 1160 640 1188</box>
column-4 <box>962 43 1257 1960</box>
headline: CANADIAN MISSIONARIES AND MR. PARKMAN. <box>683 47 918 77</box>
dateline: Quebec, March 3, 1882. <box>1484 454 1563 463</box>
article-paragraph: Thank God we have grown out of all that foolishness. The British Government has cured us of everything in the shape of loyalty to Kings or Queens and stamped Republicanism on our hearts with a vengeance. With the woman Victoria we sympathize, as every man with a man's heart ought to, and we trust the would-be assassin will meet with the punishment he deserves. With the Queen—bah! Kings and Queens are but relics of barbarism, monuments of man's stupidity—the less of them the better. <box>1270 582 1563 639</box>
candidate-name: Watson <box>347 503 371 512</box>
article-paragraph: In 1637 the Jesuits established a college at Quebec for the education of Indian boys. But the Indian girls needed education and civilization too, for the Indian woman was scarcely i.e. a savage and cruel than the Indian warrior. It is interesting to observe, however, that a few feminine traits of character were found highly developed amongst Indian maidens—their love of ornaments was almost artistic, and their spirit of curiosity was quite heroic. They had actually anticipated our modern apostles of the "æsthetic" in their appreciation of the sunflower. They did not wear the flower as an ornament, but from it they extracted a species of oil which they used for (the purposes of the toilet) their hair. A missionary gives a rather striking instance of Indian female curiosity:—He had erected an altar in his rude hut, and though his altar decorations were not very attractive, his congregation were inclined to come so inconveniently near that he found it necessary to forbid them to enter the rustic chapel. One dashing maiden, however, came near the door and said she would at least look in if she died for it! After all there was some reason to hope for the civilization of these poor, simple children of the forest. And so Fr. Le Jeune, a Jesuit, wrote to France appealing to the charity of her devoted daughters in behalf of the little Indian girls. The appeal was soon answered. The mission was distant and arduous. It is not easy at any time to exile oneself from home and friends for ever. But when the place of exile promises nothing to our nature but privations, trials, hardships, suffering and death, the courage that says "I will go" must come from Christian fortitude. That spirit cannot be of earth which prompts the "valiant woman" to face all her nature shrinks from, to leave all her heart holds dear. There are three names in Mr. Parkman's chapter that ought to be ever held in veneration by Canadians of every creed. They are M. de la Peltrie, Marie de l'Incarnation and Marguerite Bourgeois. We shall see first what these brave and devoted religious women did, and then consider our historian's opinion of them and their work. <box>653 178 949 408</box>
article-paragraph: Note—there are some who are, not a good and vigorous judgment, (p. 390.) When he was near death from tortures, the very mention of which make us shudder, the savages tore out his brave heart and drank his blood that they would inherit some of his bravery. Time does not permit us to cite Mr. Parkman's eulogies of each of the Jesuit heroes. We shall content ourselves with the mention of two other names, Charles Garnier and Isaac Jogues. Of Garnier, Mr. Parkman says: (p. 40, 5 and 7.) (Read from book, Ib., to account of his death, &c. <box>962 557 1257 624</box>
signature: Disobeeab. <box>1519 729 1563 738</box>
divider <box>466 290 521 291</box>
majority-value: 27 <box>632 777 640 785</box>
column-6 <box>1575 43 1856 1960</box>
column-rule <box>646 43 647 1960</box>
article-paragraph: After the sale of the Western Division of the North Shore Railroad to the Pacific Syndicate, which measures only 144 miles, for the sum of 4,000,000, the Quebec Government now sells the Eastern Division, which measures 214 miles, to the Senecal Syndicate for the same sum of $4,000,000, with an additional cost of $208,000 to be expended by the Syndicate for works in Quebec, Three Rivers and Montreal. The cost of the works to be erected in Quebec will be $475,000; while $14,000 will be spent in Three Rivers, and only $30,000 in Montreal; the remaining $33,000 will be devoted to the ballasting of the road as far as Quebec, perhaps altogether in the vicinity of the Rock City. <box>1270 769 1563 846</box>
candidate-result <box>347 715 640 724</box>
news-item: Mme. de Bute née Bonaparte-Wyse, better known as Mme. Rattazzi, still holds her own. She astonished the Madrileños the other night by appearing at a ball in an ivory-satin dress embroidered with a "bunch" of the date of Philip II—horses, dogs, and hunters—the whole reproduced in natural colors with the most costly silk needlework and artistic design. <box>1575 172 1856 219</box>
article-paragraph: Such is Mr. Parkman's general description of the life these devoted, humble, hard-working Religious led in Quebec. He is equally generous and truthful in describing the actions of each. Of Marie de l'Incarnation he says: "She was unrelenting in every practice of humiliation; dressed in worn-out clothes, she did the servant's work, nursed sick beggars, and showed in a rare degree the faculties most useful in the practical affairs of life. Engaged in the duties of Christian charity and the responsibilities of an arduous post, she displayed an ability, a fortitude and an earnestness which command respect and admiration. She harmonized and regulated her infant community with excellent skill, and in the midst of extensive anxieties she was loved as a mother by her pupils and dependents." <box>653 575 949 670</box>
column-2 <box>347 43 640 1960</box>
news-item: The Investors' Guardian says that 1,385 new companies were registered under the Limited Liability acts in London during 1881, with a total capital of £107,893,941, the particulars of which appeared each week in the columns of that journal. In 1880 the total number of companies registered was 1,225, with a capital of $150,330,930, which included several of the old-established joint-stock banks, registered under limited liability, whose capital amounted to £21,487,000. A classification, under sixteen different headings, shows that the run has been chiefly upon mining, manufacturing, and trading enterprise. <box>1575 379 1856 456</box>
table-cell: 108 <box>457 364 470 372</box>
candidate-result <box>347 682 640 692</box>
subheading: THE OFFICIAL RETURNS. <box>441 311 545 319</box>
majority-value: 212 <box>628 597 640 606</box>
table-header-cell: Leprohon. <box>606 346 638 354</box>
divider <box>773 107 828 108</box>
table-cell: 33 <box>520 355 528 363</box>
candidate-name: Fournier <box>347 767 374 776</box>
result-line: Total majority for Beaudry 908 <box>347 458 640 466</box>
section-heading: ROUND THE WORLD. <box>1654 46 1777 59</box>
article-paragraph: The heretic can appreciate the Sister of Charity because her life and labors are for the most part in material surroundings, relieving the corporal wants of the suffering and the poor. But he sees only the outside of her life, he cannot understand the interior spirit, the soul that sustains life. <box>962 170 1257 207</box>
majority-label: Majority for Dubuc <box>370 692 434 701</box>
table-cell: 645 <box>568 418 580 426</box>
table-heading: THE MAYORALTY. <box>456 334 530 343</box>
article-paragraph: Mr. Parkman devotes an entire volume to the history of the Jesuits in North America. It is in this volume especially that the heretic historian exhibits himself as a compound contradiction. I will not give my views about Mr. P.; I will give Mr. Parkman himself. Here is what he says about the Jesuits in general. "Few passages of history are more striking than those which record the efforts of the early French Jesuits to convert the Indians." (preface.) The lives of these early Canadian Jesuits attest the earnestness of their faith and the intensity of their zeal; but it was a zeal that was bridled, curbed and ruled by a guiding hand. Their marvellous training in equal measure kindled enthusiasm and controlled it, roused into action a mighty power, and made it subservient as those great material forces which modern science has learned to awaken and to govern." (Page 7.) The Jesuits gained the confidence and good will of the Huron population. Their patience, their kindness, their intrepidity, their manifest disinterestedness, the blamelessness of their lives and the tact which in the utmost fervor of their zeal never failed them, had won the hearts of the wayward savages, and chiefs of distant villages came to urge them to make their abode with them. (p. 70.) Again, "when we see them in the gloomy February of 1637, and in the gloomier months that followed, toiling on foot from one infected town to another (the smallpox was raging everywhere) wading through the sodden snow till they descried at length through the storm the clustered dwellings of some barbarous hamlet. When we see them entering one after another these wretched abodes of misery and darkness we must needs admire their self-sacrificing zeal, though be smiles at the futility of the object. (p. 93.) "Nowhere is the power of courage, faith and unflinching purpose more strikingly displayed than in the record of these missions. (p. 142.) "The Jesuits had borne all that the human frame seems capable of bearing—humiliation, tortures, famine and the menace of death in its most frightful forms at every hour of the day and night. Did their zeal flag or their courage fail? A fierce intense and unquenchable urged them on to more distant and more deadly ventures. They burned to do, to suffer and to die, and now from out a living martyrdom they turned their heroic gaze towards a horizon dark with perils yet more appalling, and saw in hope the day when they should bear the cross into the blood-stained dens of the Iroquois. (p. 146.) "Yet while laboring at the work of conversion with an energy never surpassed, gentleness, kindness and patience were the rule of their intercourse" with the Indians. (p. 134.) Such is Mr. Parkman's description of the Jesuits in general. He is even more eloquent when he comes to recount the heroic actions of individual missionaries. John de Brebœuf was the Ajax of the Huron mission, its truest hero and its greatest martyr. Of his sense of mortification which made him the rest of the martyr and its chronicler—himself the greatest of all—not even a harsh word— Brebœuf was thus chosen by the Jesuits of the Huron country, (p. 390.) <box>962 210 1257 555</box>
article-paragraph: serious when he told the young man to go and sell all he had, &c., or when He said "he that loves father or mother more than Me is not worthy of Me"? Probably Mr. Parkman would say nous avons changé tout cela. We do things differently now, yes, but surely you may think differently without laughing at those who continue to think and do what the Son of God taught them. There is one nun that seems to come up to Mr. Parkman's ideal—Marguerite Bourgeois. Her portrait has come to us, he says, and her face is a mirror of frankness, loyalty and womanly tenderness. Her qualities were those of good sense, conscientiousness and a warm heart. She had known no miracles, ecstacies or trances. Abbe Faillon with the best intentions of this world has but a meagre allotment of celestial favors. To this day in the crowded schoolrooms of Montreal and Quebec, her successors instruct the children of the poor, and the pleasant memory of Marguerite Bourgeois. On the martial figure of Maisonneuve and the fair form of this gentle nun we find the true heroes of Montreal." <box>962 44 1257 167</box>
news-item: The wild horses pasturing in the pampas of the Argentine Republic are estimated to number two and a half millions. <box>1575 71 1856 89</box>
article-paragraph: The various committees reported progress and were asked to continue their labors. <box>356 1078 623 1087</box>
article-paragraph: The polls closed at five o'clock Wednesday last with the following result:— <box>356 321 601 330</box>
table-row <box>347 391 640 400</box>
column-5 <box>1270 43 1563 1960</box>
table-cell: ... <box>574 373 580 381</box>
table-cell: 217 <box>516 400 528 408</box>
candidate-result <box>347 672 640 682</box>
table-cell: ... <box>632 427 638 436</box>
candidate-result <box>347 640 640 650</box>
